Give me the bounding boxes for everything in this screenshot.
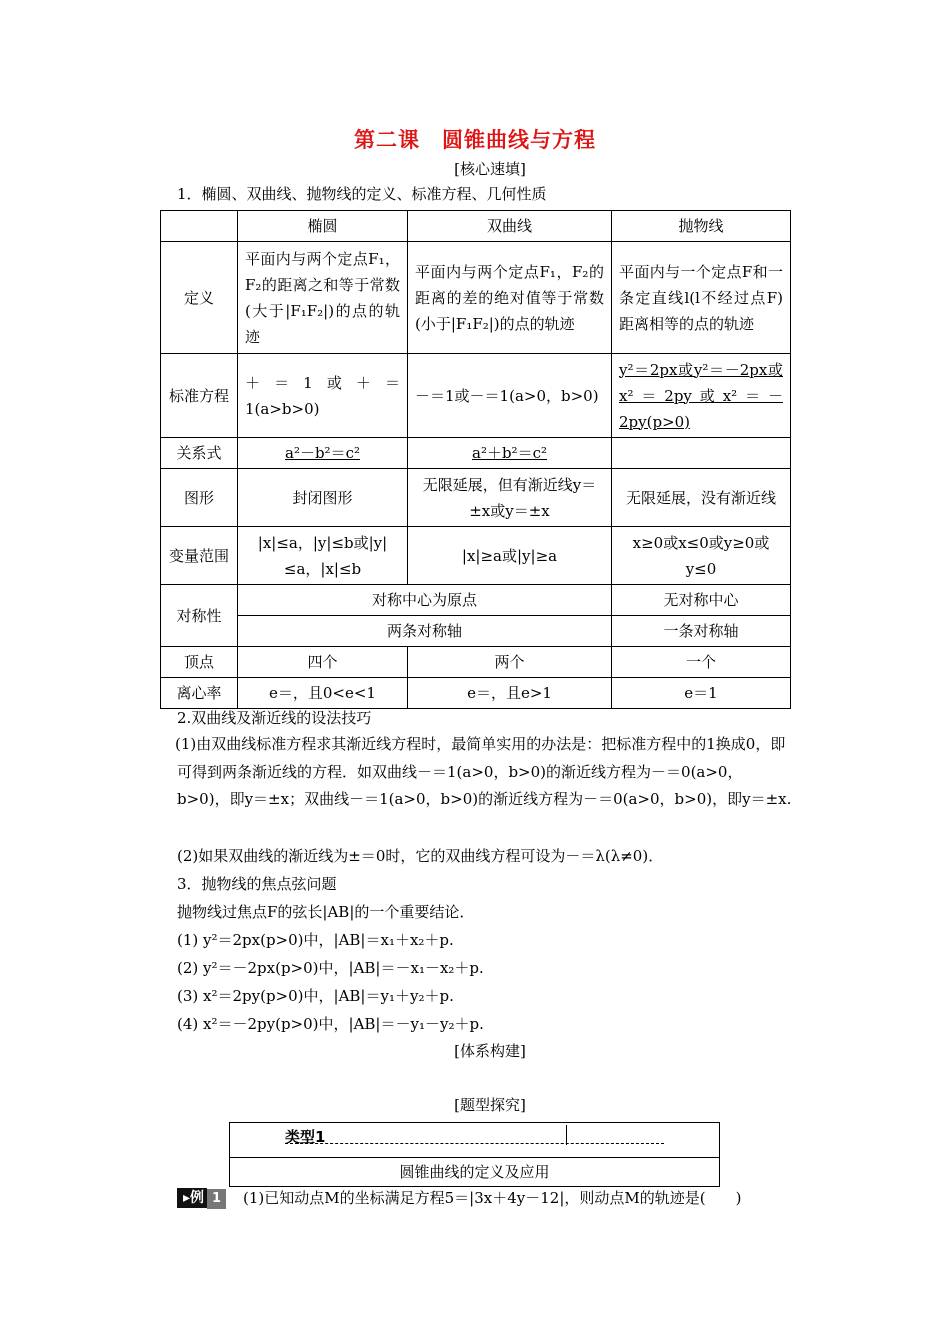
cell-vertex-hyperbola: 两个 [408, 647, 612, 678]
row-label-eccentricity: 离心率 [161, 678, 238, 709]
list-item: (2) y²＝－2px(p>0)中，|AB|＝－x₁－x₂＋p. [177, 959, 484, 977]
type-box [229, 1122, 720, 1187]
item3-heading: 3．抛物线的焦点弦问题 [177, 875, 337, 893]
header-parabola: 抛物线 [612, 211, 791, 242]
type-box-header [230, 1123, 719, 1158]
cell-shape-ellipse: 封闭图形 [238, 469, 408, 527]
cell-eccentricity-parabola: e＝1 [612, 678, 791, 709]
cell-shape-parabola: 无限延展，没有渐近线 [612, 469, 791, 527]
item1-heading: 1．椭圆、双曲线、抛物线的定义、标准方程、几何性质 [177, 185, 547, 203]
row-label-shape: 图形 [161, 469, 238, 527]
example-question: (1)已知动点M的坐标满足方程5＝|3x＋4y－12|，则动点M的轨迹是( ) [243, 1189, 742, 1207]
cell-range-hyperbola: |x|≥a或|y|≥a [408, 527, 612, 585]
cell-vertex-parabola: 一个 [612, 647, 791, 678]
type-label: 类型1 [285, 1128, 326, 1146]
properties-table [160, 210, 791, 709]
example-block [177, 1188, 742, 1208]
cell-definition-ellipse: 平面内与两个定点F₁，F₂的距离之和等于常数(大于|F₁F₂|)的点的轨迹 [238, 242, 408, 354]
page-title: 第二课 圆锥曲线与方程 [354, 127, 596, 152]
list-item: (3) x²＝2py(p>0)中，|AB|＝y₁＋y₂＋p. [177, 987, 454, 1005]
row-label-symmetry: 对称性 [161, 585, 238, 647]
item2-paragraph-1: (1)由双曲线标准方程求其渐近线方程时，最简单实用的办法是：把标准方程中的1换成0，即可得到两条渐近线的方程．如双曲线－＝1(a>0，b>0)的渐近线方程为－＝0(a>0，b>0)，即y＝±x；双曲线－＝1(a>0，b>0)的渐近线方程为－＝0(a>0，b>0)，即y＝±x. [175, 735, 792, 808]
item2-heading: 2.双曲线及渐近线的设法技巧 [177, 709, 372, 727]
cell-vertex-ellipse: 四个 [238, 647, 408, 678]
cell-equation-hyperbola: －＝1或－＝1(a>0，b>0) [408, 354, 612, 438]
cell-symmetry-center-common: 对称中心为原点 [238, 585, 612, 616]
cell-eccentricity-ellipse: e＝，且0<e<1 [238, 678, 408, 709]
cell-relation-hyperbola: a²＋b²＝c² [408, 438, 612, 469]
list-item: (1) y²＝2px(p>0)中，|AB|＝x₁＋x₂＋p. [177, 931, 454, 949]
cell-relation-ellipse: a²－b²＝c² [238, 438, 408, 469]
type-name: 圆锥曲线的定义及应用 [399, 1163, 550, 1181]
example-tag: ▸例 [177, 1188, 207, 1208]
cell-symmetry-center-parabola: 无对称中心 [612, 585, 791, 616]
cell-symmetry-axes-common: 两条对称轴 [238, 616, 612, 647]
dashed-divider [285, 1143, 664, 1144]
cell-definition-parabola: 平面内与一个定点F和一条定直线l(l不经过点F)距离相等的点的轨迹 [612, 242, 791, 354]
cell-range-ellipse: |x|≤a，|y|≤b或|y|≤a，|x|≤b [238, 527, 408, 585]
section-tag-types: [题型探究] [454, 1096, 526, 1114]
header-hyperbola: 双曲线 [408, 211, 612, 242]
cell-range-parabola: x≥0或x≤0或y≥0或y≤0 [612, 527, 791, 585]
cell-symmetry-axes-parabola: 一条对称轴 [612, 616, 791, 647]
row-label-definition: 定义 [161, 242, 238, 354]
list-item: (4) x²＝－2py(p>0)中，|AB|＝－y₁－y₂＋p. [177, 1015, 484, 1033]
section-tag-core: [核心速填] [454, 160, 526, 178]
cell-relation-parabola [612, 438, 791, 469]
type-label-divider [566, 1125, 567, 1145]
cell-equation-parabola: y²＝2px或y²＝－2px或x²＝2py或x²＝－2py(p>0) [612, 354, 791, 438]
row-label-equation: 标准方程 [161, 354, 238, 438]
table-corner-cell [161, 211, 238, 242]
section-tag-system: [体系构建] [454, 1042, 526, 1060]
cell-shape-hyperbola: 无限延展，但有渐近线y＝±x或y＝±x [408, 469, 612, 527]
example-number: 1 [207, 1189, 226, 1209]
item2-paragraph-2: (2)如果双曲线的渐近线为±＝0时，它的双曲线方程可设为－＝λ(λ≠0)． [177, 847, 664, 865]
row-label-vertex: 顶点 [161, 647, 238, 678]
header-ellipse: 椭圆 [238, 211, 408, 242]
cell-equation-ellipse: ＋＝1或＋＝1(a>b>0) [238, 354, 408, 438]
item3-intro: 抛物线过焦点F的弦长|AB|的一个重要结论． [177, 903, 475, 921]
row-label-range: 变量范围 [161, 527, 238, 585]
cell-eccentricity-hyperbola: e＝，且e>1 [408, 678, 612, 709]
row-label-relation: 关系式 [161, 438, 238, 469]
type-box-gap [568, 1123, 664, 1126]
cell-definition-hyperbola: 平面内与两个定点F₁，F₂的距离的差的绝对值等于常数(小于|F₁F₂|)的点的轨迹 [408, 242, 612, 354]
